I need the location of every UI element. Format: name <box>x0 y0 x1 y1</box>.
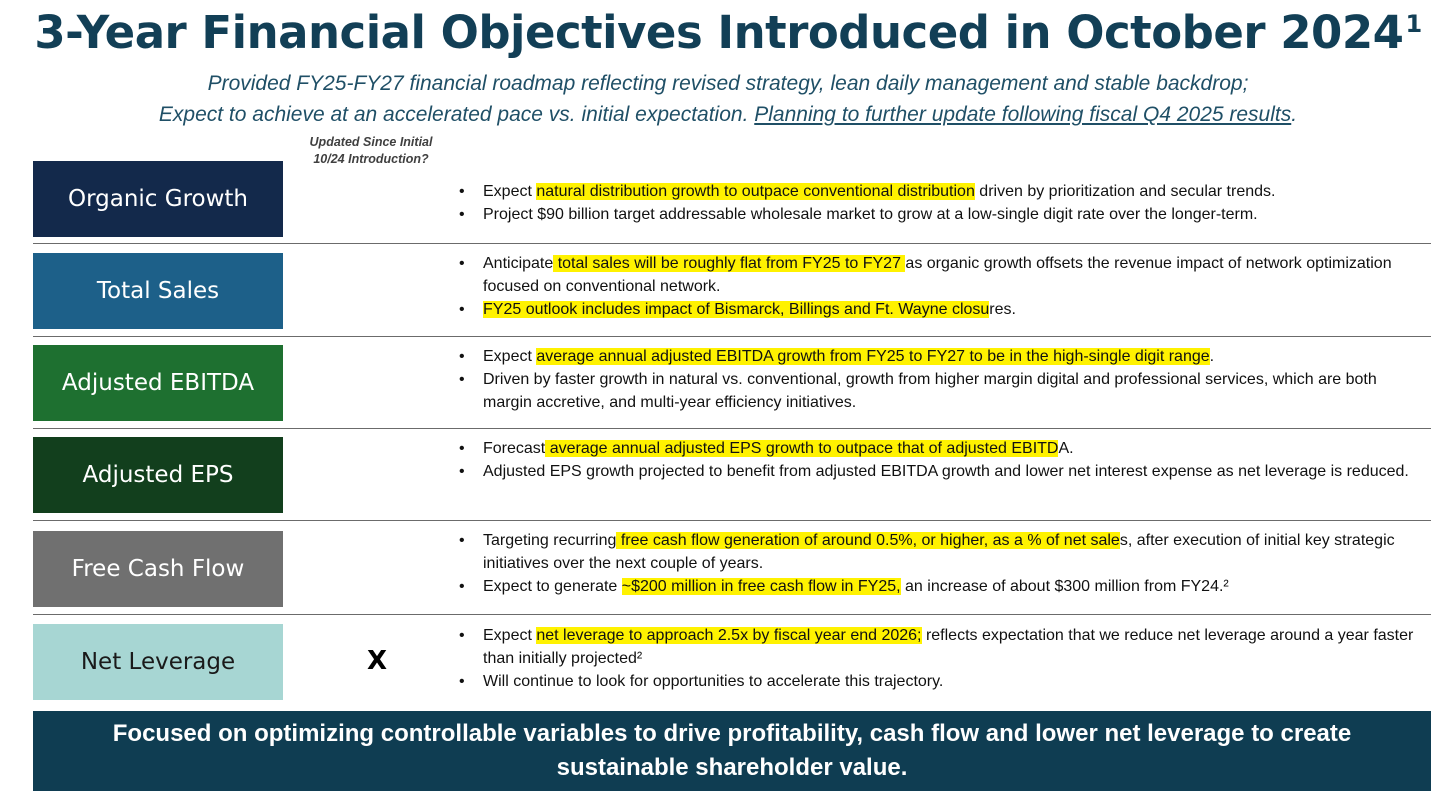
summary-banner-text: Focused on optimizing controllable variables to drive profitability, cash flow and lower net leverage to create sustainable shareholder value. <box>112 720 1352 781</box>
bullet-text: Targeting recurring <box>483 532 617 549</box>
free-cash-flow-label-box <box>33 531 283 607</box>
adjusted-eps-label: Adjusted EPS <box>82 462 234 488</box>
organic-growth-bullets <box>456 180 1416 226</box>
bullet-icon: • <box>459 301 465 318</box>
bullet-text: an increase of about $300 million from FY24.² <box>900 578 1229 595</box>
adjusted-ebitda-bullets <box>456 345 1416 414</box>
list-item <box>456 203 1416 226</box>
highlighted-text: natural distribution growth to outpace conventional distribution <box>536 183 975 200</box>
updated-header-line-2: 10/24 Introduction? <box>313 152 429 166</box>
subtitle-line-2-text: Expect to achieve at an accelerated pace vs. initial expectation. <box>158 103 755 126</box>
bullet-text: Anticipate <box>483 255 554 272</box>
bullet-icon: • <box>459 371 465 388</box>
row-divider <box>33 428 1431 429</box>
highlighted-text: total sales will be roughly flat from FY25 to FY27 <box>553 255 906 272</box>
bullet-text: Project $90 billion target addressable wholesale market to grow at a low-single digit rate over the longer-term. <box>483 206 1258 223</box>
list-item <box>456 180 1416 203</box>
highlighted-text: average annual adjusted EBITDA growth from FY25 to FY27 to be in the high-single digit range <box>536 348 1210 365</box>
highlighted-text: free cash flow generation of around 0.5%, or higher, as a % of net sale <box>616 532 1120 549</box>
list-item <box>456 252 1416 298</box>
list-item <box>456 575 1416 598</box>
bullet-icon: • <box>459 255 465 272</box>
list-item <box>456 437 1416 460</box>
subtitle-line-2-end: . <box>1291 103 1298 126</box>
organic-growth-label: Organic Growth <box>67 186 249 212</box>
adjusted-ebitda-label-box <box>33 345 283 421</box>
adjusted-ebitda-label: Adjusted EBITDA <box>61 370 255 396</box>
list-item <box>456 624 1416 670</box>
highlighted-text: ~$200 million in free cash flow in FY25, <box>621 578 901 595</box>
list-item <box>456 529 1416 575</box>
bullet-text: A. <box>1058 440 1074 457</box>
highlighted-text: average annual adjusted EPS growth to outpace that of adjusted EBITD <box>545 440 1059 457</box>
bullet-text: Expect <box>483 627 537 644</box>
bullet-text: as organic growth offsets the revenue impact of network optimization focused on conventional network. <box>483 255 1392 295</box>
organic-growth-label-box <box>33 161 283 237</box>
row-divider <box>33 614 1431 615</box>
list-item <box>456 368 1416 414</box>
bullet-icon: • <box>459 440 465 457</box>
free-cash-flow-bullets <box>456 529 1416 598</box>
free-cash-flow-label: Free Cash Flow <box>71 556 245 582</box>
bullet-text: Expect <box>483 348 537 365</box>
highlighted-text: FY25 outlook includes impact of Bismarck, Billings and Ft. Wayne closu <box>483 301 990 318</box>
bullet-icon: • <box>459 532 465 549</box>
bullet-text: . <box>1209 348 1215 365</box>
subtitle-line-1: Provided FY25-FY27 financial roadmap reflecting revised strategy, lean daily management and stable backdrop; <box>207 72 1249 95</box>
updated-header-line-1: Updated Since Initial <box>309 135 433 149</box>
row-divider <box>33 520 1431 521</box>
bullet-icon: • <box>459 463 465 480</box>
updated-column-header <box>296 134 446 168</box>
bullet-icon: • <box>459 348 465 365</box>
subtitle-line-2 <box>0 99 1456 130</box>
bullet-icon: • <box>459 578 465 595</box>
total-sales-label: Total Sales <box>96 278 220 304</box>
title-footnote-mark: 1 <box>1405 10 1422 38</box>
net-leverage-label: Net Leverage <box>80 649 236 675</box>
highlighted-text: net leverage to approach 2.5x by fiscal year end 2026; <box>536 627 922 644</box>
updated-marker: X <box>366 646 388 676</box>
bullet-text: Adjusted EPS growth projected to benefit from adjusted EBITDA growth and lower net interest expense as net leverage is reduced. <box>483 463 1409 480</box>
bullet-text: s, after execution of initial key strategic initiatives over the next couple of years. <box>483 532 1395 572</box>
net-leverage-label-box <box>33 624 283 700</box>
bullet-icon: • <box>459 627 465 644</box>
list-item <box>456 298 1416 321</box>
list-item <box>456 670 1416 693</box>
title-text: 3-Year Financial Objectives Introduced in October 2024 <box>34 6 1404 59</box>
bullet-text: Will continue to look for opportunities to accelerate this trajectory. <box>483 673 944 690</box>
bullet-text: Expect <box>483 183 537 200</box>
bullet-text: res. <box>989 301 1016 318</box>
row-divider <box>33 336 1431 337</box>
bullet-icon: • <box>459 183 465 200</box>
list-item <box>456 460 1416 483</box>
adjusted-eps-label-box <box>33 437 283 513</box>
bullet-text: driven by prioritization and secular trends. <box>974 183 1276 200</box>
list-item <box>456 345 1416 368</box>
page-title <box>0 6 1456 59</box>
subtitle-underlined-text: Planning to further update following fiscal Q4 2025 results <box>754 103 1292 126</box>
bullet-text: reflects expectation that we reduce net leverage around a year faster than initially projected² <box>483 627 1414 667</box>
bullet-text: Driven by faster growth in natural vs. conventional, growth from higher margin digital and professional services, which are both margin accretive, and multi-year efficiency initiatives. <box>483 371 1377 411</box>
subtitle <box>0 68 1456 130</box>
bullet-text: Forecast <box>483 440 546 457</box>
total-sales-label-box <box>33 253 283 329</box>
total-sales-bullets <box>456 252 1416 321</box>
net-leverage-bullets <box>456 624 1416 693</box>
row-divider <box>33 243 1431 244</box>
adjusted-eps-bullets <box>456 437 1416 483</box>
bullet-text: Expect to generate <box>483 578 622 595</box>
bullet-icon: • <box>459 206 465 223</box>
summary-banner <box>33 711 1431 791</box>
bullet-icon: • <box>459 673 465 690</box>
